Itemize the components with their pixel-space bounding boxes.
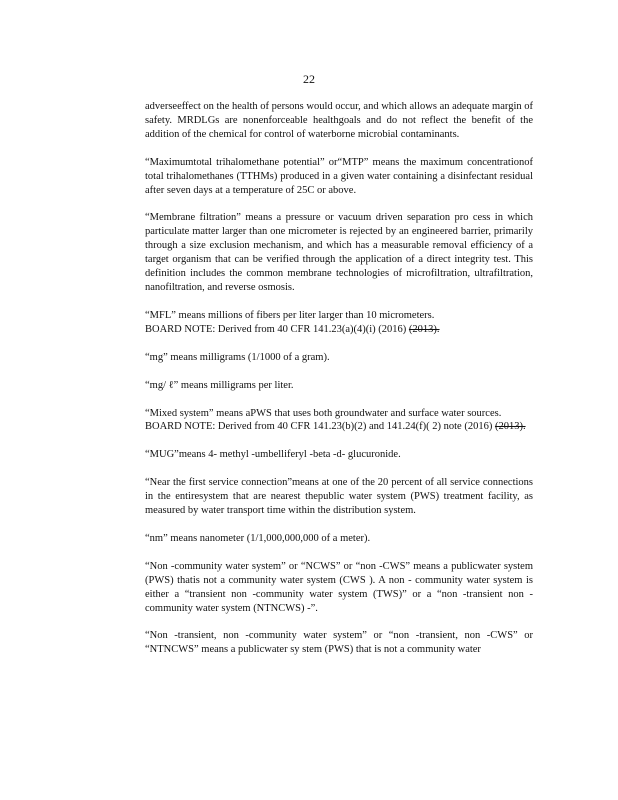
definition-mtp	[145, 156, 533, 198]
paragraph-text: “Non -community water system” or “NCWS” or “non -CWS” means a publicwater system (PWS) thatis not a community water system (CWS ). A non - community water system is either a “transient non -community water system (TWS)” or a “non -transient non -community water system (NTNCWS) -”.	[145, 560, 533, 614]
definition-ncws	[145, 560, 533, 616]
definition-mg	[145, 351, 533, 365]
definition-ntncws	[145, 629, 533, 657]
board-note	[145, 420, 533, 434]
paragraph-text: “MFL” means millions of fibers per liter larger than 10 micrometers.	[145, 309, 435, 321]
definition-mfl	[145, 309, 533, 337]
definition-mg-per-liter	[145, 379, 533, 393]
paragraph-text: “Membrane filtration” means a pressure or vacuum driven separation pro cess in which particulate matter larger than one micrometer is rejected by an engineered barrier, primarily through a size exclusion mechanism, and which has a measurable removal efficiency of a target organism that can be verified through the application of a direct integrity test. This definition includes the common membrane technologies of microfiltration, ultrafiltration, nanofiltration, and reverse osmosis.	[145, 212, 533, 293]
struck-text: (2013).	[494, 421, 526, 433]
paragraph-text: “mg” means milligrams (1/1000 of a gram).	[145, 351, 330, 363]
paragraph-text: adverseeffect on the health of persons would occur, and which allows an adequate margin of safety. MRDLGs are nonenforceable healthgoals and do not reflect the benefit of the addition of the chemical for control of waterborne microbial contaminants.	[145, 101, 533, 140]
definition-mixed-system	[145, 407, 533, 435]
page-body	[145, 100, 533, 671]
definition-near-first-service-connection	[145, 476, 533, 518]
board-note	[145, 323, 533, 337]
struck-text: (2013).	[408, 323, 440, 335]
paragraph-text: “Mixed system” means aPWS that uses both groundwater and surface water sources.	[145, 407, 502, 419]
paragraph-text: “nm” means nanometer (1/1,000,000,000 of a meter).	[145, 532, 371, 544]
paragraph-text: “mg/ ℓ” means milligrams per liter.	[145, 379, 294, 391]
paragraph-text: “Near the first service connection”means at one of the 20 percent of all service connections in the entiresystem that are nearest thepublic water system (PWS) treatment facility, as measured by water transport time within the distribution system.	[145, 477, 533, 517]
definition-mug	[145, 448, 533, 462]
paragraph-text: “MUG”means 4- methyl -umbelliferyl -beta -d- glucuronide.	[145, 449, 401, 461]
board-note-text: BOARD NOTE: Derived from 40 CFR 141.23(b)(2) and 141.24(f)( 2) note (2016)	[145, 421, 493, 433]
board-note-text: BOARD NOTE: Derived from 40 CFR 141.23(a)(4)(i) (2016)	[145, 323, 407, 335]
definition-membrane-filtration	[145, 211, 533, 294]
definition-nm	[145, 532, 533, 546]
paragraph-text: “Maximumtotal trihalomethane potential” or“MTP” means the maximum concentrationof total trihalomethanes (TTHMs) produced in a given water containing a disinfectant residual after seven days at a temperature of 25C or above.	[145, 156, 533, 196]
paragraph-mrdlg	[145, 100, 533, 142]
page-number: 22	[303, 72, 315, 86]
paragraph-text: “Non -transient, non -community water system” or “non -transient, non -CWS” or “NTNCWS” means a publicwater sy stem (PWS) that is not a community water	[145, 630, 533, 656]
